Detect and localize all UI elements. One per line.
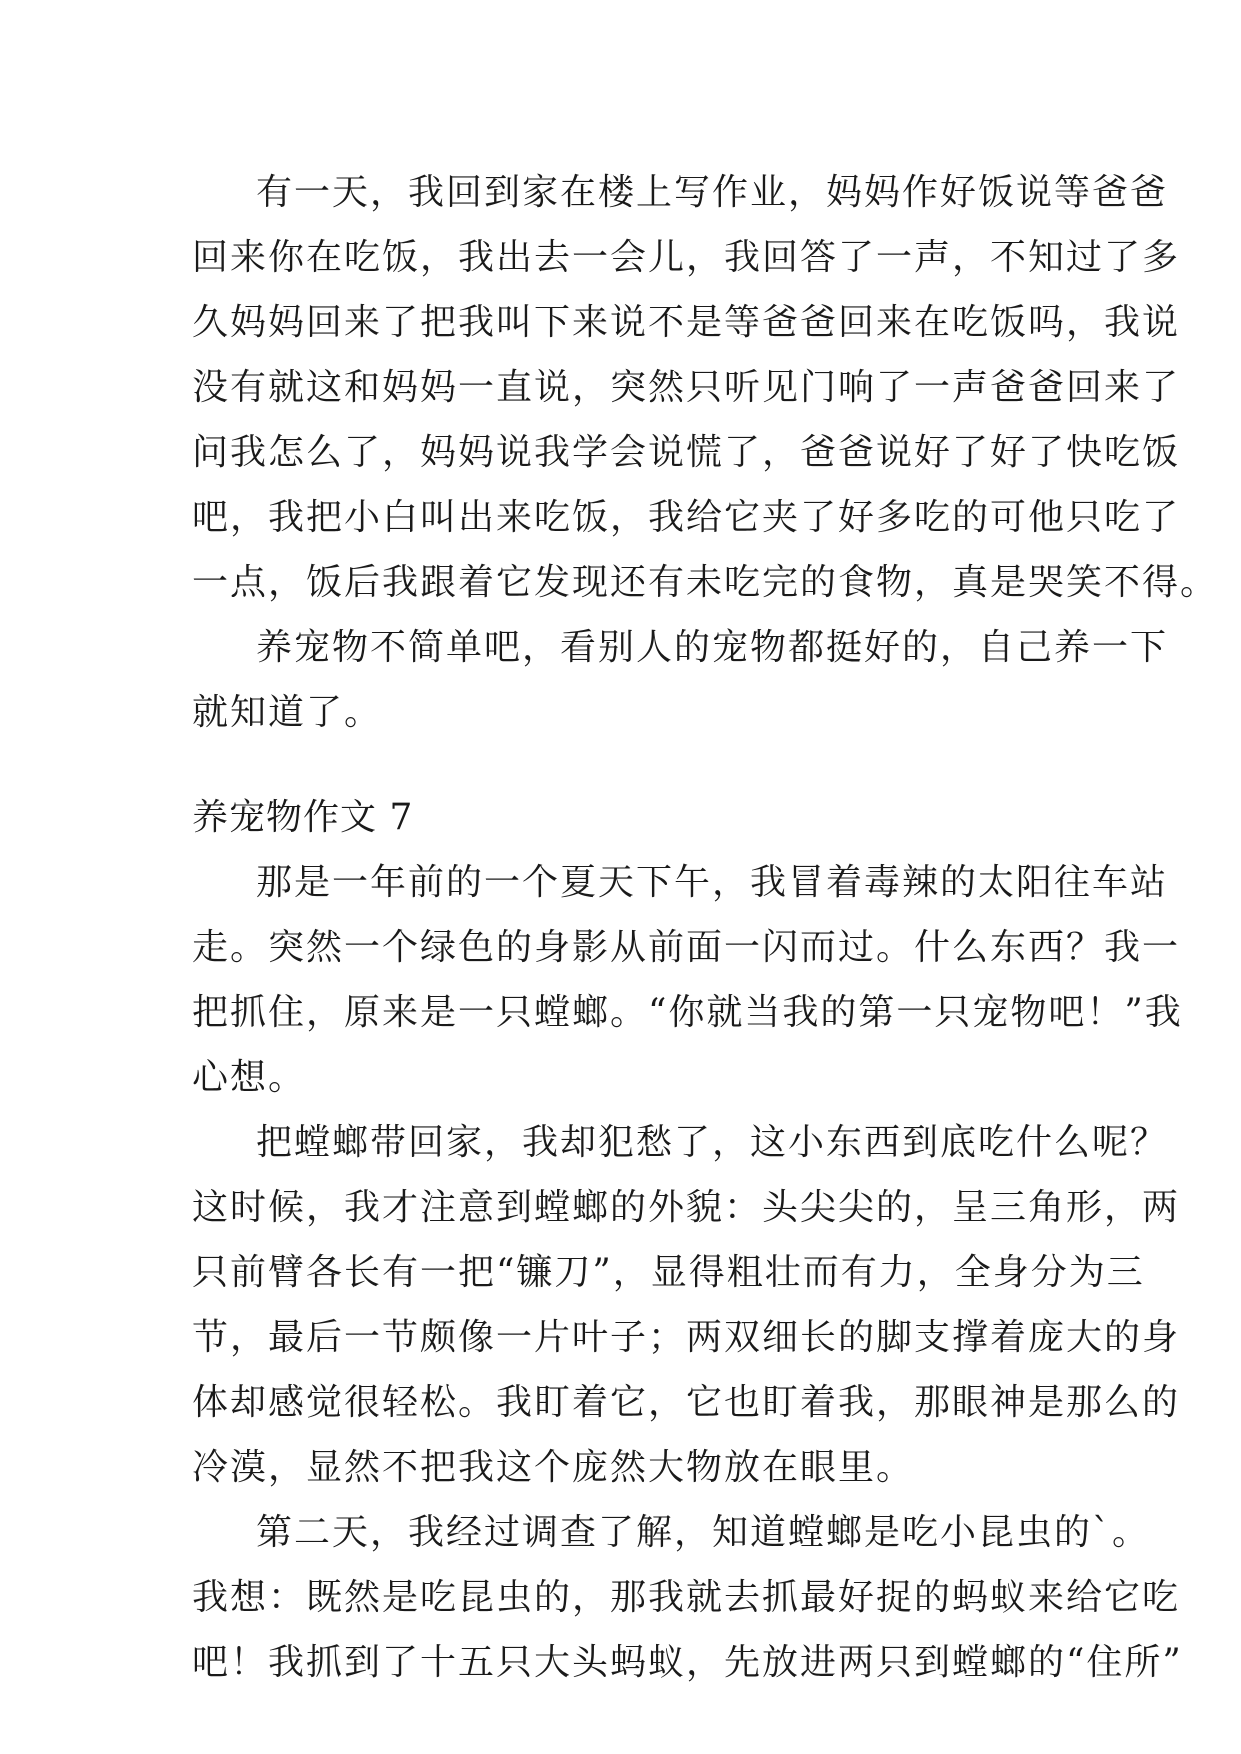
text-line: 节，最后一节颇像一片叶子；两双细长的脚支撑着庞大的身	[192, 1317, 1181, 1358]
section-heading: 养宠物作文 7	[192, 797, 414, 838]
text-line: 就知道了。	[192, 692, 383, 733]
text-line: 回来你在吃饭，我出去一会儿，我回答了一声，不知过了多	[192, 237, 1181, 278]
text-line: 养宠物不简单吧，看别人的宠物都挺好的，自己养一下	[256, 627, 1169, 668]
text-line: 只前臂各长有一把“镰刀”，显得粗壮而有力，全身分为三	[192, 1252, 1145, 1293]
text-line: 问我怎么了，妈妈说我学会说慌了，爸爸说好了好了快吃饭	[192, 432, 1181, 473]
text-line: 体却感觉很轻松。我盯着它，它也盯着我，那眼神是那么的	[192, 1382, 1181, 1423]
text-line: 心想。	[192, 1057, 307, 1098]
text-line: 把螳螂带回家，我却犯愁了，这小东西到底吃什么呢？	[256, 1122, 1169, 1163]
text-line: 没有就这和妈妈一直说，突然只听见门响了一声爸爸回来了	[192, 367, 1181, 408]
text-line: 久妈妈回来了把我叫下来说不是等爸爸回来在吃饭吗，我说	[192, 302, 1181, 343]
text-line: 一点，饭后我跟着它发现还有未吃完的食物，真是哭笑不得。	[192, 562, 1219, 603]
text-line: 我想：既然是吃昆虫的，那我就去抓最好捉的蚂蚁来给它吃	[192, 1577, 1181, 1618]
text-line: 走。突然一个绿色的身影从前面一闪而过。什么东西？我一	[192, 927, 1181, 968]
text-line: 有一天，我回到家在楼上写作业，妈妈作好饭说等爸爸	[256, 172, 1169, 213]
text-line: 第二天，我经过调查了解，知道螳螂是吃小昆虫的`。	[256, 1512, 1151, 1553]
document-body	[192, 160, 1219, 1695]
text-line: 冷漠，显然不把我这个庞然大物放在眼里。	[192, 1447, 915, 1488]
text-line: 把抓住，原来是一只螳螂。“你就当我的第一只宠物吧！”我	[192, 992, 1183, 1033]
text-line: 吧，我把小白叫出来吃饭，我给它夹了好多吃的可他只吃了	[192, 497, 1181, 538]
text-line: 吧！我抓到了十五只大头蚂蚁，先放进两只到螳螂的“住所”	[192, 1642, 1183, 1683]
text-line: 这时候，我才注意到螳螂的外貌：头尖尖的，呈三角形，两	[192, 1187, 1181, 1228]
text-line: 那是一年前的一个夏天下午，我冒着毒辣的太阳往车站	[256, 862, 1169, 903]
